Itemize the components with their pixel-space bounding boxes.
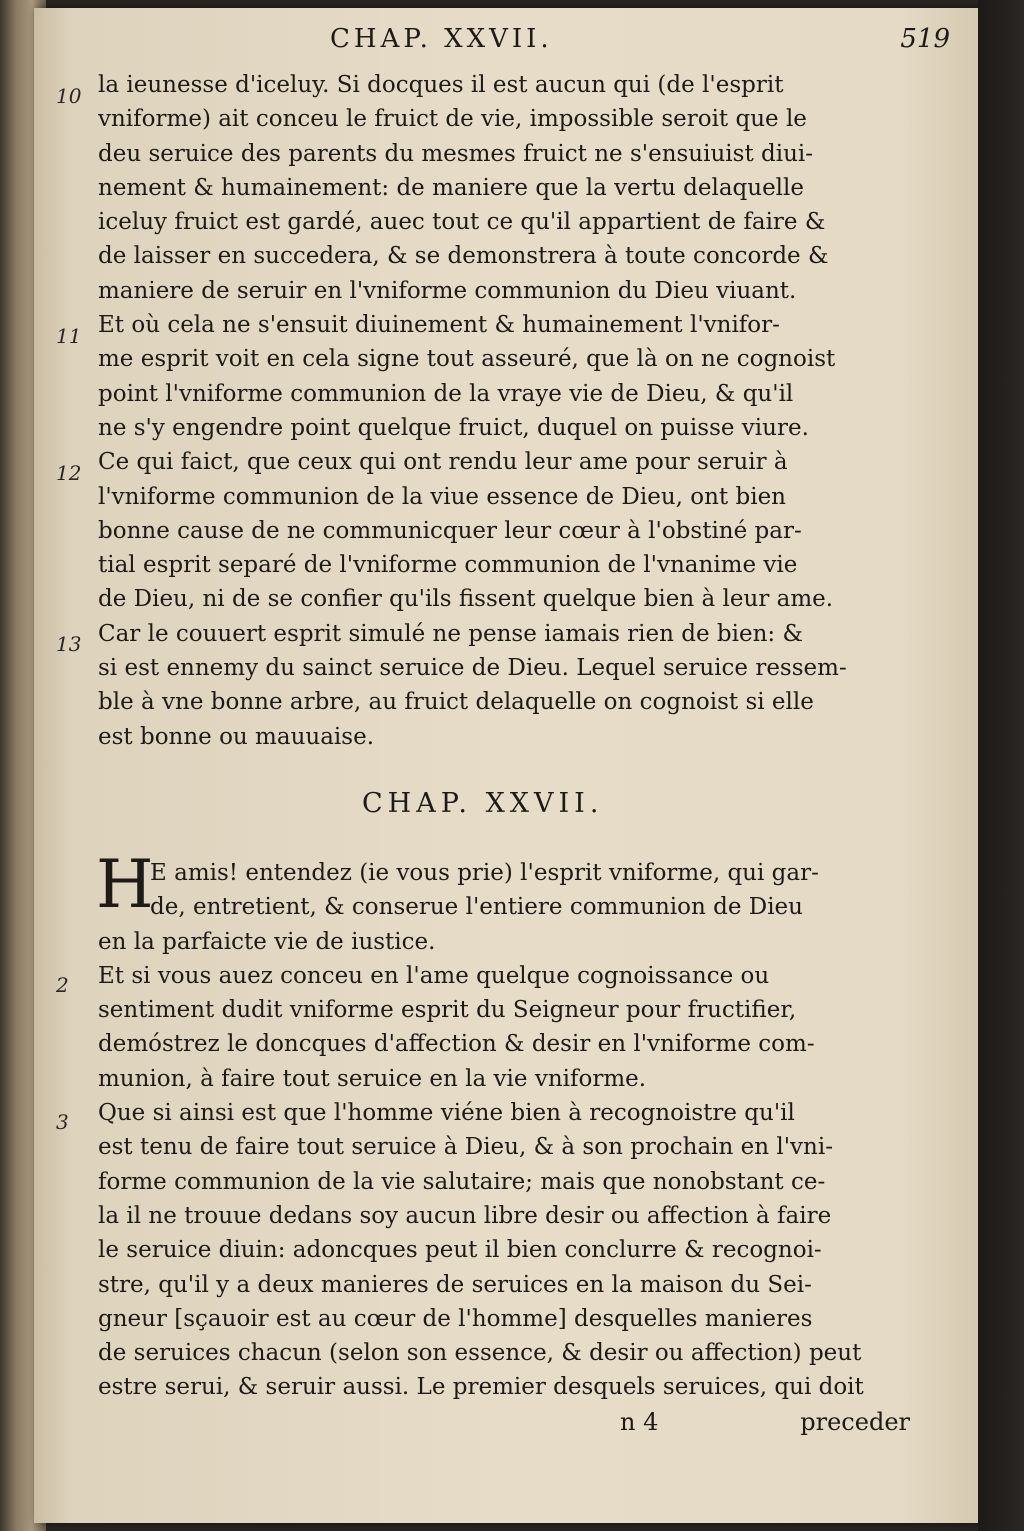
body-text <box>98 68 920 754</box>
text-line: de, entretient, & conserue l'entiere communion de Dieu <box>150 894 803 921</box>
text-line: maniere de seruir en l'vniforme communion du Dieu viuant. <box>98 277 797 304</box>
signature-mark: n 4 <box>620 1408 659 1436</box>
text-line: sentiment dudit vniforme esprit du Seigneur pour fructifier, <box>98 997 797 1024</box>
verse-number: 13 <box>56 632 82 656</box>
verse-number: 12 <box>56 461 82 485</box>
verse-number: 2 <box>56 973 69 997</box>
text-line: nement & humainement: de maniere que la vertu delaquelle <box>98 174 805 201</box>
text-line: demóstrez le doncques d'affection & desir en l'vniforme com- <box>98 1031 815 1058</box>
text-line: si est ennemy du sainct seruice de Dieu. Lequel seruice ressem- <box>98 655 847 682</box>
text-line: la il ne trouue dedans soy aucun libre desir ou affection à faire <box>98 1202 832 1229</box>
text-line: munion, à faire tout seruice en la vie vniforme. <box>98 1065 647 1092</box>
text-line: stre, qu'il y a deux manieres de seruices en la maison du Sei- <box>98 1271 812 1298</box>
text-line: gneur [sçauoir est au cœur de l'homme] desquelles manieres <box>98 1305 813 1332</box>
text-line: est tenu de faire tout seruice à Dieu, & à son prochain en l'vni- <box>98 1134 833 1161</box>
text-line: Car le couuert esprit simulé ne pense iamais rien de bien: & <box>98 620 803 647</box>
verse-number: 10 <box>56 84 82 108</box>
text-line: me esprit voit en cela signe tout asseuré, que là on ne cognoist <box>98 346 836 373</box>
text-line: l'vniforme communion de la viue essence de Dieu, ont bien <box>98 483 786 510</box>
text-line: tial esprit separé de l'vniforme communion de l'vnanime vie <box>98 552 798 579</box>
text-line: de seruices chacun (selon son essence, & desir ou affection) peut <box>98 1340 862 1367</box>
text-line: E amis! entendez (ie vous prie) l'esprit vniforme, qui gar- <box>150 860 819 886</box>
text-line: point l'vniforme communion de la vraye vie de Dieu, & qu'il <box>98 380 794 407</box>
drop-capital: H <box>96 846 154 923</box>
text-line: vniforme) ait conceu le fruict de vie, impossible seroit que le <box>98 106 807 133</box>
text-line: en la parfaicte vie de iustice. <box>98 928 436 955</box>
text-line: estre serui, & seruir aussi. Le premier desquels seruices, qui doit <box>98 1374 864 1401</box>
text-line: Et si vous auez conceu en l'ame quelque cognoissance ou <box>98 962 770 989</box>
text-line: ble à vne bonne arbre, au fruict delaquelle on cognoist si elle <box>98 689 814 716</box>
text-line: la ieunesse d'iceluy. Si docques il est aucun qui (de l'esprit <box>98 72 784 98</box>
page-edge <box>978 0 1024 1531</box>
running-header <box>330 24 950 64</box>
chapter-text <box>98 856 920 1405</box>
text-line: de laisser en succedera, & se demonstrera à toute concorde & <box>98 243 829 270</box>
text-line: le seruice diuin: adoncques peut il bien conclurre & recognoi- <box>98 1237 822 1264</box>
catchword: preceder <box>800 1408 910 1436</box>
text-line: de Dieu, ni de se confier qu'ils fissent quelque bien à leur ame. <box>98 586 834 613</box>
text-line: ne s'y engendre point quelque fruict, duquel on puisse viure. <box>98 414 809 441</box>
page-number: 519 <box>900 24 950 54</box>
text-line: bonne cause de ne communicquer leur cœur à l'obstiné par- <box>98 517 802 544</box>
text-line: Ce qui faict, que ceux qui ont rendu leur ame pour seruir à <box>98 449 788 476</box>
text-line: Que si ainsi est que l'homme viéne bien à recognoistre qu'il <box>98 1100 795 1127</box>
text-line: est bonne ou mauuaise. <box>98 723 374 750</box>
verse-number: 11 <box>56 324 82 348</box>
text-line: Et où cela ne s'ensuit diuinement & humainement l'vnifor- <box>98 312 780 339</box>
text-line: iceluy fruict est gardé, auec tout ce qu'il appartient de faire & <box>98 209 826 236</box>
chapter-heading: CHAP. XXVII. <box>362 788 604 819</box>
text-line: forme communion de la vie salutaire; mais que nonobstant ce- <box>98 1168 826 1195</box>
text-line: deu seruice des parents du mesmes fruict ne s'ensuiuist diui- <box>98 140 814 167</box>
verse-number: 3 <box>56 1110 69 1134</box>
running-title: CHAP. XXVII. <box>330 24 553 54</box>
